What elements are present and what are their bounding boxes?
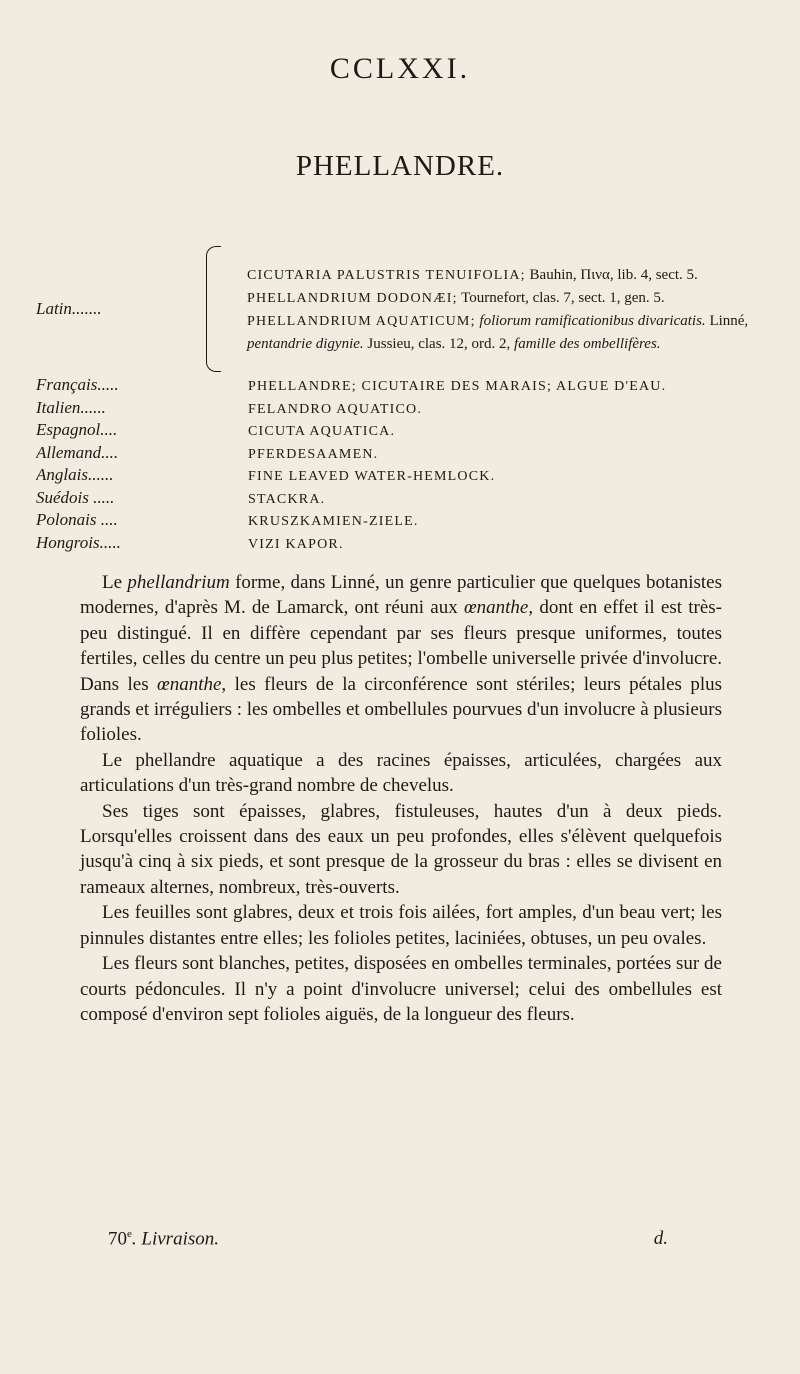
signature-mark: d. — [653, 1228, 668, 1249]
latin-line-3: PHELLANDRIUM AQUATICUM; foliorum ramificationibus divaricatis. Linné, pentandrie digynie. Jussieu, clas. 12, ord. 2, famille des ombellifères. — [247, 312, 749, 352]
lang-row-anglais: Anglais...... FINE LEAVED WATER-HEMLOCK. — [36, 465, 496, 484]
paragraph-3: Ses tiges sont épaisses, glabres, fistuleuses, hautes d'un à deux pieds. Lorsqu'elles croissent dans des eaux un peu profondes, elles s'élèvent quelquefois jusqu'à cinq à six pieds, et sont presque de la grosseur du bras : elles se divisent en rameaux alternes, nombreux, très-ouverts. — [80, 800, 722, 898]
brace-icon — [206, 246, 221, 372]
paragraph-2: Le phellandre aquatique a des racines épaisses, articulées, chargées aux articulations d'un très-grand nombre de chevelus. — [80, 749, 722, 797]
latin-line-1: CICUTARIA PALUSTRIS TENUIFOLIA; Bauhin, Πινα, lib. 4, sect. 5. — [247, 266, 698, 283]
lang-row-italien: Italien...... FELANDRO AQUATICO. — [36, 397, 423, 417]
lang-row-francais: Français..... PHELLANDRE; CICUTAIRE DES MARAIS; ALGUE D'EAU. — [36, 375, 667, 394]
lang-label-latin: Latin....... — [36, 299, 102, 318]
latin-line-2: PHELLANDRIUM DODONÆI; Tournefort, clas. 7, sect. 1, gen. 5. — [247, 289, 665, 306]
lang-row-espagnol: Espagnol.... CICUTA AQUATICA. — [36, 420, 396, 439]
paragraph-5: Les fleurs sont blanches, petites, disposées en ombelles terminales, portées sur de courts pédoncules. Il n'y a point d'involucre universel; celui des ombellules est composé d'environ sept folioles aiguës, de la longueur des fleurs. — [80, 953, 722, 1025]
page-footer — [108, 1228, 668, 1250]
paragraph-4: Les feuilles sont glabres, deux et trois fois ailées, fort amples, d'un beau vert; les pinnules distantes entre elles; les folioles petites, laciniées, obtuses, un peu ovales. — [80, 902, 722, 949]
page-title: PHELLANDRE. — [295, 150, 505, 182]
page-number: CCLXXI. — [329, 52, 471, 85]
lang-row-suedois: Suédois ..... STACKRA. — [36, 487, 326, 507]
body-text — [80, 570, 722, 1027]
livraison-note: 70e. Livraison. — [108, 1228, 219, 1250]
synonymy-table — [36, 243, 776, 555]
lang-row-hongrois: Hongrois..... VIZI KAPOR. — [36, 532, 344, 552]
lang-row-allemand: Allemand.... PFERDESAAMEN. — [36, 442, 379, 462]
paragraph-1: Le phellandrium forme, dans Linné, un genre particulier que quelques botanistes modernes, d'après M. de Lamarck, ont réuni aux œnanthe, dont en effet il est très-peu distingué. Il en diffère cependant par ses fleurs presque uniformes, toutes fertiles, celles du centre un peu plus petites; l'ombelle universelle privée d'involucre. Dans les œnanthe, les fleurs de la circonférence sont stériles; leurs pétales plus grands et irréguliers : les ombelles et ombellules pourvues d'un involucre à plusieurs folioles. — [80, 572, 723, 746]
latin-synonyms — [36, 243, 776, 375]
lang-row-polonais: Polonais .... KRUSZKAMIEN-ZIELE. — [36, 510, 419, 529]
latin-lines — [247, 264, 767, 355]
